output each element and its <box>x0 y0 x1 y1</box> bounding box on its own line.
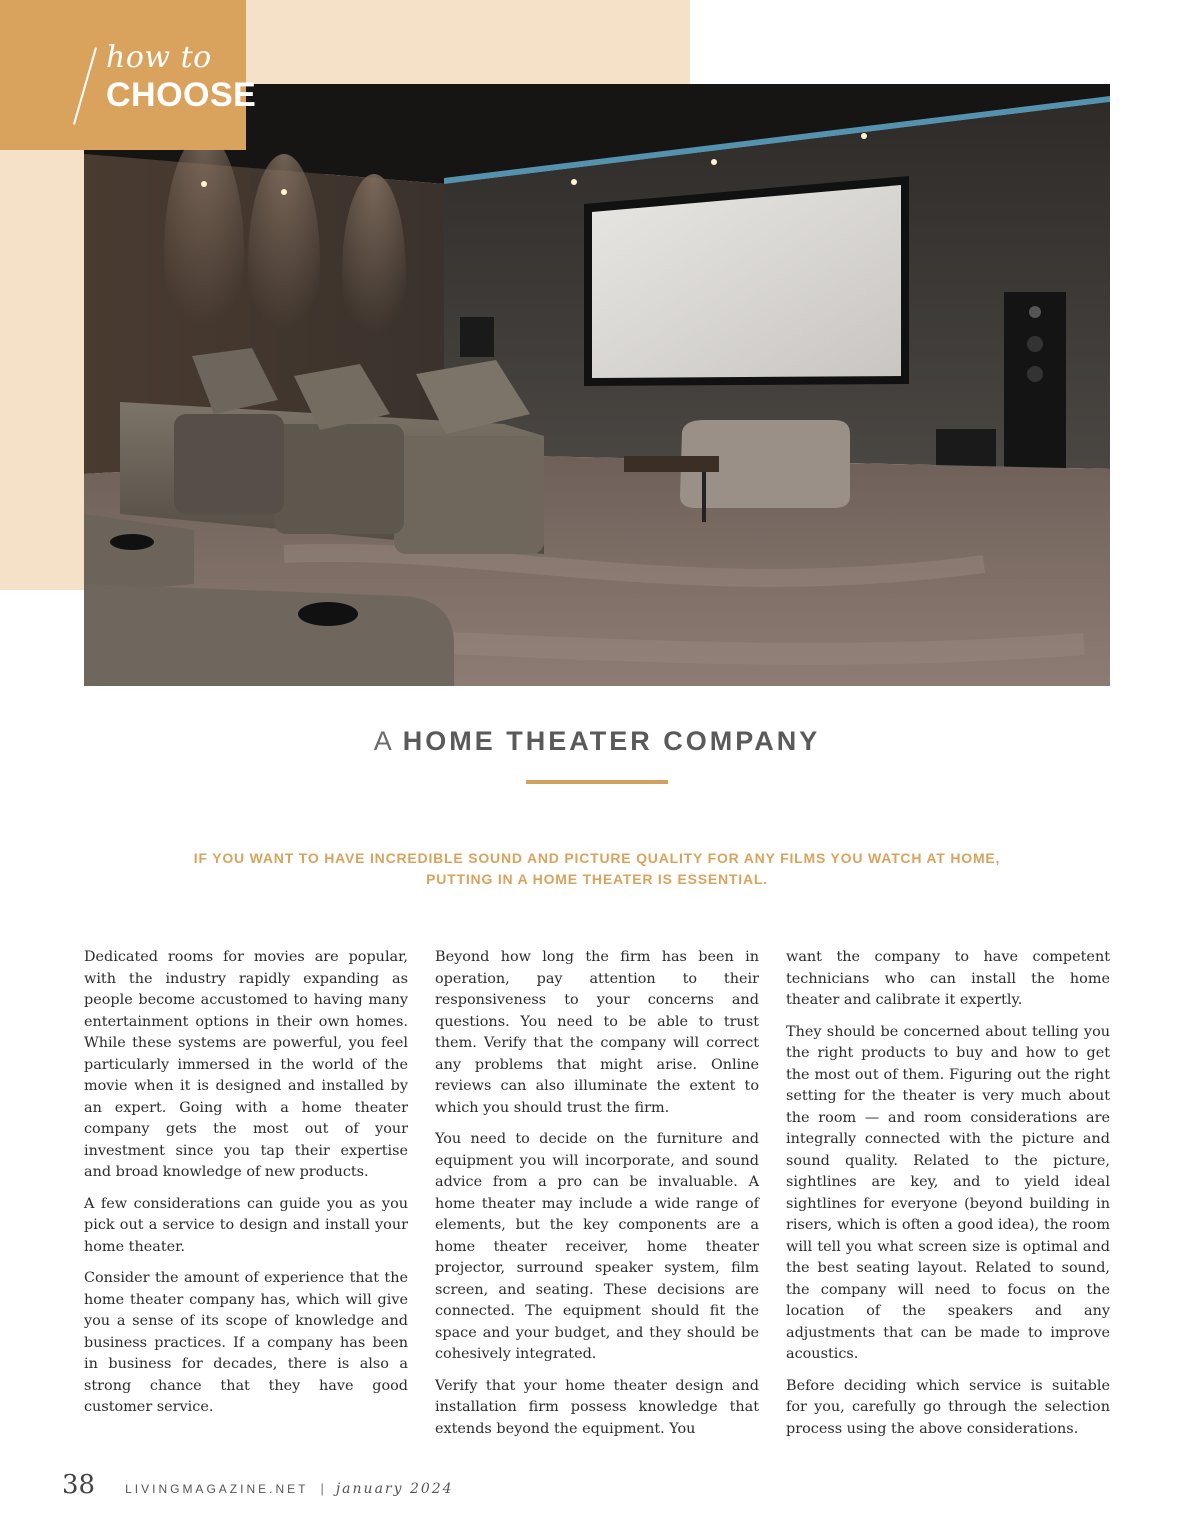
paragraph: Beyond how long the firm has been in operation, pay attention to their responsiveness to your concerns and questions. You need to be able to trust them. Verify that the company will correct any problems that might arise. Online reviews can also illuminate the extent to which you should trust the firm. <box>435 949 759 1116</box>
body-column-3 <box>786 947 1110 1450</box>
section-tag <box>0 0 257 150</box>
body-column-1 <box>84 947 408 1429</box>
paragraph: Verify that your home theater design and installation firm possess knowledge that extends beyond the equipment. You <box>435 1377 759 1437</box>
paragraph: want the company to have competent technicians who can install the home theater and calibrate it expertly. <box>786 949 1110 1008</box>
paragraph: Dedicated rooms for movies are popular, with the industry rapidly expanding as people become accustomed to having many entertainment options in their own homes. While these systems are powerful, you feel particularly immersed in the world of the movie when it is designed and installed by an expert. Going with a home theater company gets the most out of your investment since you tap their expertise and broad knowledge of new products. <box>84 949 408 1180</box>
article-title <box>0 726 1194 757</box>
title-main: HOME THEATER COMPANY <box>402 726 821 756</box>
intro-deck: IF YOU WANT TO HAVE INCREDIBLE SOUND AND PICTURE QUALITY FOR ANY FILMS YOU WATCH AT HOME, PUTTING IN A HOME THEATER IS ESSENTIAL. <box>193 850 1001 887</box>
issue-date: january 2024 <box>335 1481 454 1497</box>
paragraph: Before deciding which service is suitable for you, carefully go through the selection process using the above considerations. <box>786 1377 1110 1437</box>
footer-separator: | <box>320 1481 324 1496</box>
page-number: 38 <box>62 1470 96 1500</box>
tag-line2: CHOOSE <box>106 76 257 114</box>
paragraph: You need to decide on the furniture and equipment you will incorporate, and sound advice from a pro can be invaluable. A home theater may include a wide range of elements, but the key components are a home theater receiver, home theater projector, surround speaker system, film screen, and seating. These decisions are connected. The equipment should fit the space and your budget, and they should be cohesively integrated. <box>435 1131 759 1362</box>
title-prefix: A <box>373 726 395 756</box>
page-footer <box>62 1470 454 1510</box>
body-column-2 <box>435 947 759 1450</box>
site-url: LIVINGMAGAZINE.NET <box>125 1482 309 1496</box>
home-theater-photo <box>84 84 1110 686</box>
paragraph: They should be concerned about telling you the right products to buy and how to get the most out of them. Figuring out the right setting for the theater is very much about the room — and room considerations are integrally connected with the picture and sound quality. Related to the picture, sightlines are key, and to yield ideal sightlines for everyone (beyond building in risers, which is often a good idea), the room will tell you what screen size is optimal and the best seating layout. Related to sound, the company will need to focus on the location of the speakers and any adjustments that can be made to improve acoustics. <box>786 1023 1110 1362</box>
paragraph: A few considerations can guide you as you pick out a service to design and install your home theater. <box>84 1195 408 1255</box>
tag-line1: how to <box>106 40 212 75</box>
paragraph: Consider the amount of experience that the home theater company has, which will give you a sense of its scope of knowledge and business practices. If a company has been in business for decades, there is also a strong chance that they have good customer service. <box>84 1270 408 1415</box>
title-underline <box>526 780 668 784</box>
tag-slash <box>73 47 97 124</box>
